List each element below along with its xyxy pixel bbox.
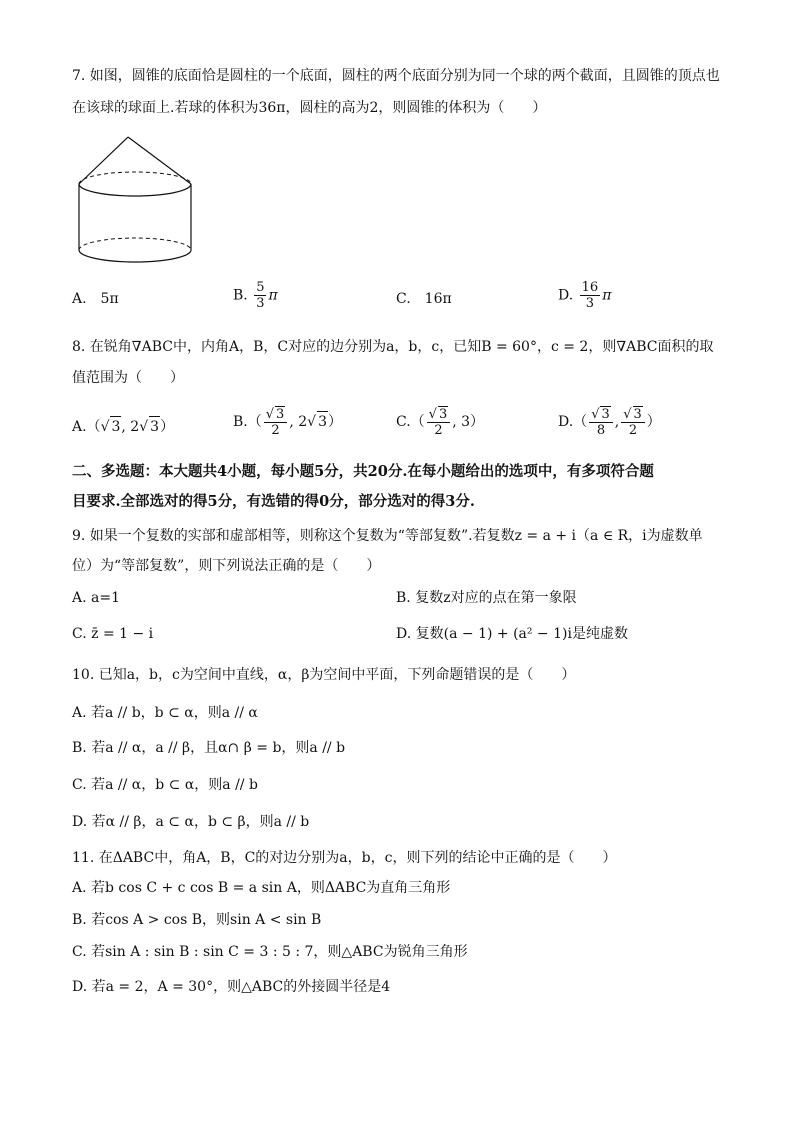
q7-stem-line1: 7. 如图，圆锥的底面恰是圆柱的一个底面，圆柱的两个底面分别为同一个球的两个截面，且圆锥的顶点也 [72,68,720,84]
q7-option-a: A. 5π [72,291,119,307]
q9-stem-line2: 位）为“等部复数”，则下列说法正确的是（ ） [72,558,381,574]
section2-heading-line2: 目要求.全部选对的得5分，有选错的得0分，部分选对的得3分. [72,493,475,510]
bottom-ellipse-front [79,250,191,262]
fraction: $\frac{16}{3}$ [581,280,599,311]
q11-option-d: D. 若a = 2，A = 30°，则△ABC的外接圆半径是4 [72,979,391,995]
q8-option-d: D.（ √ $\frac{3}{8}$ , √ $\frac{3}{2}$ ） [558,406,661,438]
fraction: $\frac{5}{3}$ [256,280,265,311]
q9-option-b: B. 复数z对应的点在第一象限 [396,590,577,606]
q9-option-a: A. a=1 [72,590,120,606]
q7-option-b: B. $\frac{5}{3}$ π [233,280,278,311]
q9-stem-line1: 9. 如果一个复数的实部和虚部相等，则称这个复数为“等部复数”.若复数z = a + i（a ∈ R，i为虚数单 [72,528,703,544]
q8-stem-line2: 值范围为（ ） [72,370,184,386]
q7-stem-line2: 在该球的球面上.若球的体积为36π，圆柱的高为2，则圆锥的体积为（ ） [72,100,547,116]
top-ellipse-front [79,184,191,196]
cone-cylinder-figure [72,130,200,268]
q8-stem-line1: 8. 在锐角∇ABC中，内角A，B，C对应的边分别为a，b，c，已知B = 60°，c = 2，则∇ABC面积的取 [72,339,714,355]
q7-option-d: D. $\frac{16}{3}$ π [558,280,612,311]
q7-option-c: C. 16π [396,291,452,307]
q8-option-a: A.（√ 3, 2√ 3） [72,416,174,437]
q8-option-c: C.（ √ $\frac{3}{2}$ , 3） [396,406,484,438]
top-ellipse-back [79,172,191,184]
q9-option-c: C. z̄ = 1 − i [72,626,154,642]
q10-stem: 10. 已知a，b，c为空间中直线，α，β为空间中平面，下列命题错误的是（ ） [72,667,576,683]
q9-option-d: D. 复数(a − 1) + (a² − 1)i是纯虚数 [396,626,628,642]
q11-option-a: A. 若b cos C + c cos B = a sin A，则ΔABC为直角三角形 [72,880,451,896]
section2-heading-line1: 二、多选题：本大题共4小题，每小题5分，共20分.在每小题给出的选项中，有多项符合题 [72,463,654,480]
q10-option-d: D. 若α // β，a ⊂ α，b ⊂ β，则a // b [72,814,310,830]
q11-stem: 11. 在ΔABC中，角A，B，C的对边分别为a，b，c，则下列的结论中正确的是（ ） [72,850,617,866]
q11-option-b: B. 若cos A > cos B，则sin A < sin B [72,912,322,928]
q11-option-c: C. 若sin A : sin B : sin C = 3 : 5 : 7，则△ABC为锐角三角形 [72,944,468,960]
q10-option-a: A. 若a // b，b ⊂ α，则a // α [72,705,258,721]
q8-option-b: B.（ √ $\frac{3}{2}$ , 2√ 3） [233,406,342,438]
cone-left-edge [79,137,128,184]
q10-option-c: C. 若a // α，b ⊂ α，则a // b [72,777,258,793]
bottom-ellipse-back [79,238,191,250]
q10-option-b: B. 若a // α，a // β，且α∩ β = b，则a // b [72,740,346,756]
